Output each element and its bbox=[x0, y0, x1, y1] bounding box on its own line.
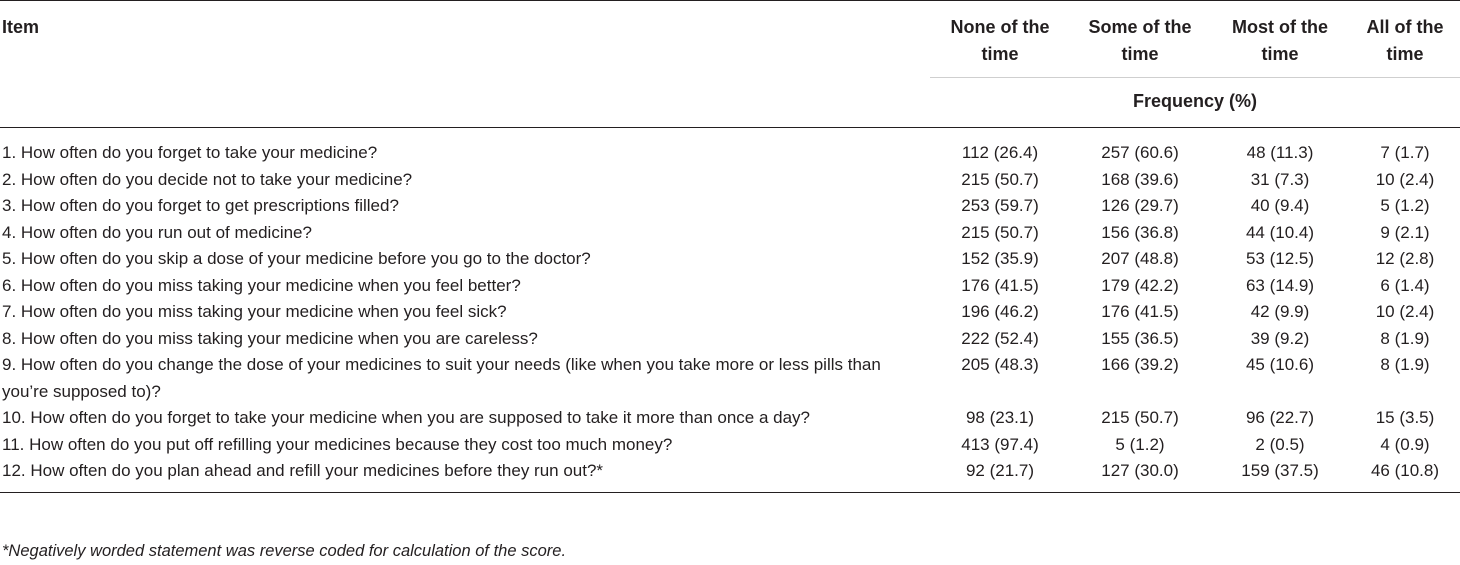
table-header-row bbox=[0, 1, 1460, 78]
cell-all-of-the-time: 6 (1.4) bbox=[1380, 275, 1430, 295]
header-most-line2: time bbox=[1261, 44, 1299, 64]
cell-some-of-the-time: 179 (42.2) bbox=[1101, 275, 1179, 295]
cell-some-of-the-time: 166 (39.2) bbox=[1101, 355, 1179, 374]
cell-some-of-the-time: 126 (29.7) bbox=[1101, 196, 1179, 215]
cell-none-of-the-time: 253 (59.7) bbox=[961, 196, 1039, 215]
header-item: Item bbox=[0, 1, 930, 128]
row-item-text: 11. How often do you put off refilling your medicines because they cost too much money? bbox=[2, 434, 673, 454]
cell-all-of-the-time: 5 (1.2) bbox=[1380, 196, 1430, 215]
cell-some-of-the-time: 5 (1.2) bbox=[1115, 434, 1165, 454]
row-item-text: 12. How often do you plan ahead and refill your medicines before they run out?* bbox=[0, 458, 930, 492]
row-item-text: 7. How often do you miss taking your medicine when you feel sick? bbox=[2, 302, 507, 321]
row-item-text: 3. How often do you forget to get prescriptions filled? bbox=[2, 196, 399, 215]
table-row bbox=[0, 458, 1460, 492]
cell-most-of-the-time: 44 (10.4) bbox=[1245, 222, 1315, 242]
header-most-line1: Most of the bbox=[1232, 17, 1328, 37]
cell-none-of-the-time: 98 (23.1) bbox=[965, 408, 1035, 427]
cell-some-of-the-time: 215 (50.7) bbox=[1101, 408, 1179, 427]
row-item-text: 2. How often do you decide not to take your medicine? bbox=[2, 169, 413, 189]
cell-all-of-the-time: 15 (3.5) bbox=[1375, 408, 1435, 427]
cell-most-of-the-time: 159 (37.5) bbox=[1210, 458, 1350, 492]
cell-none-of-the-time: 205 (48.3) bbox=[961, 355, 1039, 374]
header-all-line1: All of the bbox=[1366, 17, 1444, 37]
cell-some-of-the-time: 168 (39.6) bbox=[1101, 169, 1179, 189]
cell-none-of-the-time: 222 (52.4) bbox=[961, 328, 1039, 348]
row-item-text: 9. How often do you change the dose of your medicines to suit your needs (like when you take more or less pills than you’re supposed to)? bbox=[2, 355, 881, 401]
cell-none-of-the-time: 112 (26.4) bbox=[961, 143, 1039, 162]
cell-some-of-the-time: 176 (41.5) bbox=[1101, 302, 1179, 321]
cell-some-of-the-time: 127 (30.0) bbox=[1070, 458, 1210, 492]
cell-all-of-the-time: 46 (10.8) bbox=[1350, 458, 1460, 492]
cell-all-of-the-time: 12 (2.8) bbox=[1375, 249, 1435, 268]
cell-none-of-the-time: 413 (97.4) bbox=[961, 434, 1039, 454]
cell-some-of-the-time: 207 (48.8) bbox=[1101, 249, 1179, 268]
cell-most-of-the-time: 31 (7.3) bbox=[1250, 169, 1310, 189]
row-item-text: 4. How often do you run out of medicine? bbox=[2, 222, 312, 242]
cell-some-of-the-time: 155 (36.5) bbox=[1101, 328, 1179, 348]
header-some-line1: Some of the bbox=[1088, 17, 1192, 37]
cell-most-of-the-time: 39 (9.2) bbox=[1250, 328, 1310, 348]
cell-all-of-the-time: 10 (2.4) bbox=[1375, 169, 1435, 189]
cell-all-of-the-time: 7 (1.7) bbox=[1380, 143, 1430, 162]
cell-all-of-the-time: 9 (2.1) bbox=[1380, 222, 1430, 242]
table-row bbox=[0, 352, 1460, 405]
cell-none-of-the-time: 92 (21.7) bbox=[930, 458, 1070, 492]
row-item-text: 6. How often do you miss taking your medicine when you feel better? bbox=[2, 275, 521, 295]
header-none-line1: None of the bbox=[950, 17, 1050, 37]
header-some-of-the-time bbox=[1070, 1, 1210, 78]
cell-none-of-the-time: 152 (35.9) bbox=[961, 249, 1039, 268]
cell-most-of-the-time: 42 (9.9) bbox=[1250, 302, 1310, 321]
row-item-text: 8. How often do you miss taking your medicine when you are careless? bbox=[2, 328, 538, 348]
header-none-line2: time bbox=[981, 44, 1019, 64]
cell-none-of-the-time: 176 (41.5) bbox=[961, 275, 1039, 295]
cell-all-of-the-time: 8 (1.9) bbox=[1380, 328, 1430, 348]
cell-some-of-the-time: 257 (60.6) bbox=[1101, 143, 1179, 162]
cell-all-of-the-time: 10 (2.4) bbox=[1375, 302, 1435, 321]
table-row bbox=[0, 405, 1460, 432]
table-row bbox=[0, 193, 1460, 220]
table-row bbox=[0, 128, 1460, 167]
header-frequency: Frequency (%) bbox=[930, 78, 1460, 128]
cell-some-of-the-time: 156 (36.8) bbox=[1101, 222, 1179, 242]
row-item-text: 10. How often do you forget to take your medicine when you are supposed to take it more than once a day? bbox=[2, 408, 810, 427]
table-row bbox=[0, 326, 1460, 353]
footnote: *Negatively worded statement was reverse coded for calculation of the score. bbox=[2, 542, 567, 560]
table-body bbox=[0, 128, 1460, 493]
cell-most-of-the-time: 40 (9.4) bbox=[1250, 196, 1310, 215]
cell-most-of-the-time: 63 (14.9) bbox=[1245, 275, 1315, 295]
row-item-text: 5. How often do you skip a dose of your medicine before you go to the doctor? bbox=[2, 249, 591, 268]
table-row bbox=[0, 299, 1460, 326]
row-item-text: 1. How often do you forget to take your medicine? bbox=[2, 143, 378, 162]
cell-none-of-the-time: 215 (50.7) bbox=[961, 222, 1039, 242]
header-none-of-the-time bbox=[930, 1, 1070, 78]
cell-none-of-the-time: 196 (46.2) bbox=[961, 302, 1039, 321]
header-all-line2: time bbox=[1386, 44, 1424, 64]
header-some-line2: time bbox=[1121, 44, 1159, 64]
cell-none-of-the-time: 215 (50.7) bbox=[961, 169, 1039, 189]
cell-all-of-the-time: 4 (0.9) bbox=[1380, 434, 1430, 454]
cell-most-of-the-time: 45 (10.6) bbox=[1245, 355, 1315, 374]
table-row bbox=[0, 246, 1460, 273]
table-row bbox=[0, 167, 1460, 194]
cell-most-of-the-time: 48 (11.3) bbox=[1246, 143, 1314, 162]
header-all-of-the-time bbox=[1350, 1, 1460, 78]
cell-all-of-the-time: 8 (1.9) bbox=[1380, 355, 1430, 374]
cell-most-of-the-time: 96 (22.7) bbox=[1245, 408, 1315, 427]
table-row bbox=[0, 273, 1460, 300]
table-row bbox=[0, 432, 1460, 459]
header-most-of-the-time bbox=[1210, 1, 1350, 78]
cell-most-of-the-time: 53 (12.5) bbox=[1245, 249, 1315, 268]
table-row bbox=[0, 220, 1460, 247]
cell-most-of-the-time: 2 (0.5) bbox=[1255, 434, 1305, 454]
